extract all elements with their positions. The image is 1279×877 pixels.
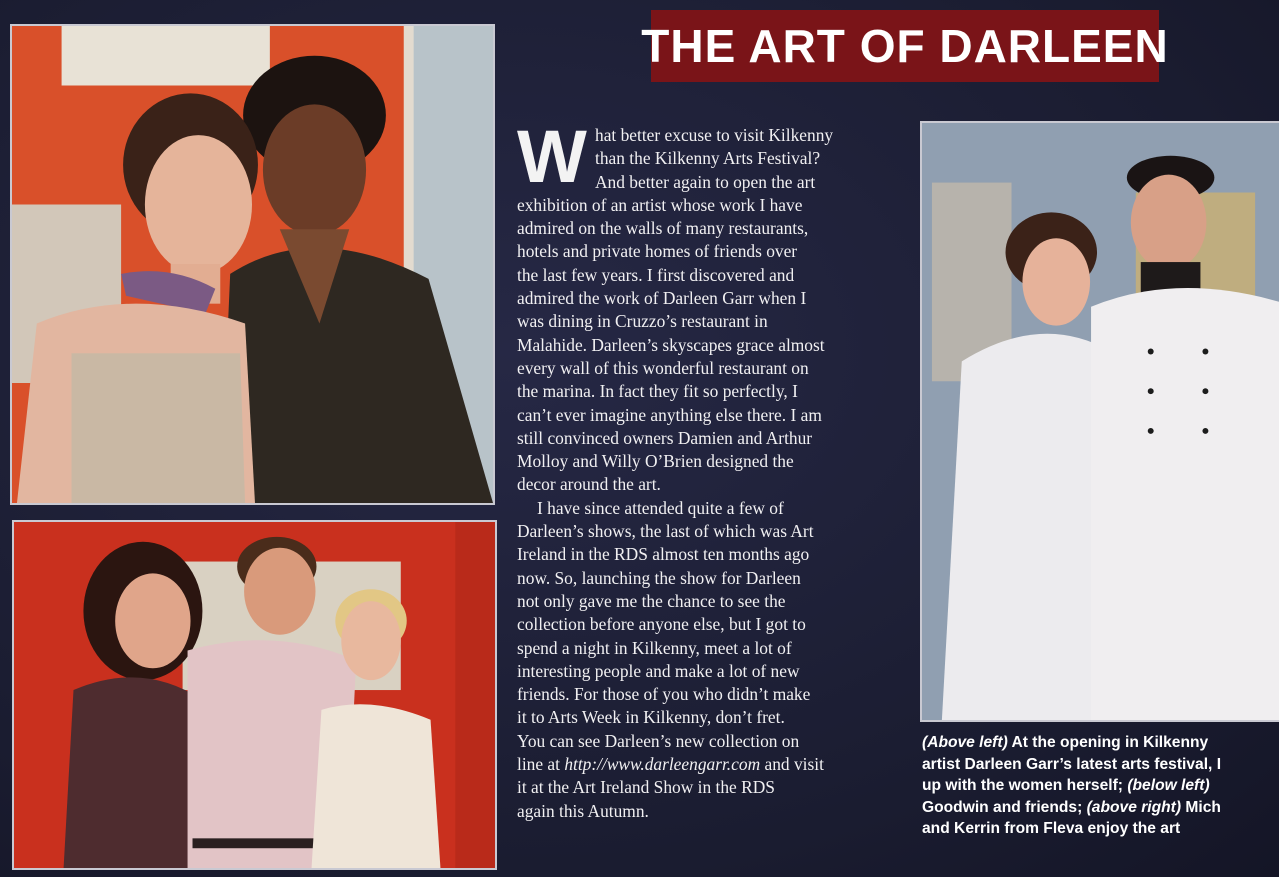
article-line: I have since attended quite a few of [537,497,784,518]
article-line: can’t ever imagine anything else there. I am [517,404,822,425]
article-line: than the Kilkenny Arts Festival? [595,148,821,169]
article-line: admired the work of Darleen Garr when I [517,288,807,309]
caption-text: At the opening in Kilkenny [1007,734,1209,751]
caption-line [922,732,1279,754]
photo-couple-in-white [920,121,1279,722]
article-line: the last few years. I first discovered and [517,264,795,285]
article-line: it to Arts Week in Kilkenny, don’t fret. [517,707,785,728]
article-line: every wall of this wonderful restaurant on [517,357,809,378]
caption-em: (below left) [1127,777,1210,794]
article-line: Molloy and Willy O’Brien designed the [517,451,794,472]
article-line: collection before anyone else, but I got to [517,614,806,635]
article-line: admired on the walls of many restaurants, [517,218,809,239]
caption-text: up with the women herself; [922,777,1128,794]
article-body [517,115,895,823]
article-line: Darleen’s shows, the last of which was Art [517,521,814,542]
article-line: the marina. In fact they fit so perfectly, I [517,381,798,402]
drop-cap: W [517,115,587,198]
caption-text: Mich [1181,798,1221,816]
url-prefix: line at [517,754,565,775]
headline-banner [641,10,1169,82]
article-line: now. So, launching the show for Darleen [517,567,801,588]
article-line: again this Autumn. [517,800,649,821]
article-line: You can see Darleen’s new collection on [517,730,800,751]
article-line: not only gave me the chance to see the [517,590,786,611]
article-line: still convinced owners Damien and Arthur [517,427,813,448]
article-line: interesting people and make a lot of new [517,660,800,681]
caption-em: (Above left) [922,734,1008,751]
article-line: it at the Art Ireland Show in the RDS [517,777,775,798]
caption-em: (above right) [1086,798,1182,816]
article-line: And better again to open the art [595,171,816,192]
photo-goodwin-and-friends [12,520,497,870]
article-line: exhibition of an artist whose work I have [517,194,803,215]
headline: THE ART OF DARLEEN [641,20,1169,72]
article-line: friends. For those of you who didn’t make [517,684,811,705]
photo-two-women-at-opening [10,24,495,505]
article-line: was dining in Cruzzo’s restaurant in [517,311,768,332]
caption-line: artist Darleen Garr’s latest arts festival, I [922,755,1222,773]
website-url: http://www.darleengarr.com [564,754,761,775]
photo-caption [922,732,1279,840]
article-line: spend a night in Kilkenny, meet a lot of [517,637,792,658]
article-line: Ireland in the RDS almost ten months ago [517,544,810,565]
caption-line [922,775,1279,797]
article-line: decor around the art. [517,474,661,495]
article-url-line [517,753,895,776]
article-line: hat better excuse to visit Kilkenny [595,125,834,145]
caption-line: and Kerrin from Fleva enjoy the art [922,820,1181,837]
article-line: hotels and private homes of friends over [517,241,798,262]
caption-text: Goodwin and friends; [922,798,1087,816]
url-suffix: and visit [760,754,824,775]
article-line: Malahide. Darleen’s skyscapes grace almost [517,334,825,355]
caption-line [922,797,1279,819]
